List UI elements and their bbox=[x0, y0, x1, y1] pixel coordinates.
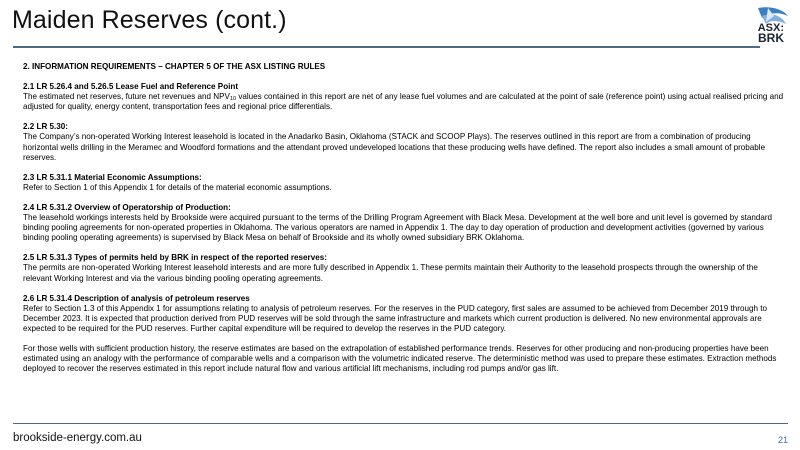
section-heading: 2.2 LR 5.30: bbox=[23, 122, 68, 132]
section-2-6 bbox=[23, 294, 785, 375]
page-number: 21 bbox=[777, 435, 788, 445]
page-title: Maiden Reserves (cont.) bbox=[12, 6, 287, 34]
section-2-1 bbox=[23, 82, 785, 112]
section-heading: 2.4 LR 5.31.2 Overview of Operatorship of Production: bbox=[23, 202, 231, 212]
section-heading: 2.1 LR 5.26.4 and 5.26.5 Lease Fuel and Reference Point bbox=[23, 82, 239, 92]
section-body-pre: The estimated net reserves, future net revenues and NPV bbox=[23, 92, 230, 102]
title-divider bbox=[13, 46, 760, 48]
logo-ticker bbox=[758, 23, 784, 44]
section-body-continued: For those wells with sufficient production history, the reserve estimates are based on the extrapolation of established performance trends. Reserves for other producing and non-producing properties have been estimated using an analogy with the performance of comparable wells and a comparison with the volumetric indicated reserve. The deterministic method was used to prepare these estimates. Extraction methods deployed to recover the reserves estimated in this report include natural flow and various artificial lift mechanisms, including rod pumps and/or gas lift. bbox=[23, 343, 777, 374]
section-2-3 bbox=[23, 173, 785, 193]
section-body: The Company’s non-operated Working Interest leasehold is located in the Anadarko Basin, Oklahoma (STACK and SCOOP Plays). The reserves outlined in this report are from a combination of producing horizontal wells drilling in the Meramec and Woodford formations and the attendant proved undeveloped locations that these producing wells have defined. The report also includes a small amount of probable reserves. bbox=[23, 132, 766, 162]
footer-website: brookside-energy.com.au bbox=[13, 432, 142, 444]
section-heading: 2.6 LR 5.31.4 Description of analysis of petroleum reserves bbox=[23, 293, 250, 303]
document-body bbox=[23, 62, 785, 384]
logo-line1: ASX: bbox=[757, 22, 784, 34]
company-logo bbox=[752, 4, 792, 48]
section-2-5 bbox=[23, 253, 785, 283]
section-body bbox=[23, 92, 785, 112]
main-heading: 2. INFORMATION REQUIREMENTS – CHAPTER 5 OF THE ASX LISTING RULES bbox=[23, 62, 326, 71]
section-body: The leasehold workings interests held by Brookside were acquired pursuant to the terms of the Drilling Program Agreement with Black Mesa. Development at the well bore and unit level is governed by standard binding pooling agreements for non-operated properties in Oklahoma. The various operators are named in Appendix 1. The day to day operation of production and development activities (governed by various binding pooling operating agreements) is supervised by Black Mesa on behalf of Brookside and its wholly owned subsidiary BRK Oklahoma. bbox=[23, 213, 773, 243]
logo-line2: BRK bbox=[758, 31, 784, 45]
section-heading: 2.3 LR 5.31.1 Material Economic Assumptions: bbox=[23, 172, 202, 182]
section-body: Refer to Section 1.3 of this Appendix 1 for assumptions relating to analysis of petroleum reserves. For the reserves in the PUD category, first sales are assumed to be achieved from December 2019 through to December 2023. It is expected that production derived from PUD reserves will be sold through the same infrastructure and markets which current production is delivered. No new environmental approvals are expected to be required for the PUD reserves. Further capital expenditure will be required to develop the reserves in the PUD category. bbox=[23, 303, 767, 333]
section-heading: 2.5 LR 5.31.3 Types of permits held by BRK in respect of the reported reserves: bbox=[23, 253, 327, 263]
section-2-2 bbox=[23, 122, 785, 162]
npv-subscript: 10 bbox=[229, 96, 237, 103]
footer-divider bbox=[13, 423, 788, 424]
section-body: Refer to Section 1 of this Appendix 1 for details of the material economic assumptions. bbox=[23, 182, 332, 192]
section-body-post: values contained in this report are net of any lease fuel volumes and are calculated at the point of sale (reference point) using actual realised pricing and adjusted for quality, energy content, transportation fees and regional price differentials. bbox=[23, 92, 784, 112]
section-2-4 bbox=[23, 203, 785, 243]
section-body: The permits are non-operated Working Interest leasehold interests and are more fully described in Appendix 1. These permits maintain their Authority to the leasehold prospects through the ownership of the relevant Working Interest and via the various binding pooling operating agreements. bbox=[23, 263, 758, 283]
